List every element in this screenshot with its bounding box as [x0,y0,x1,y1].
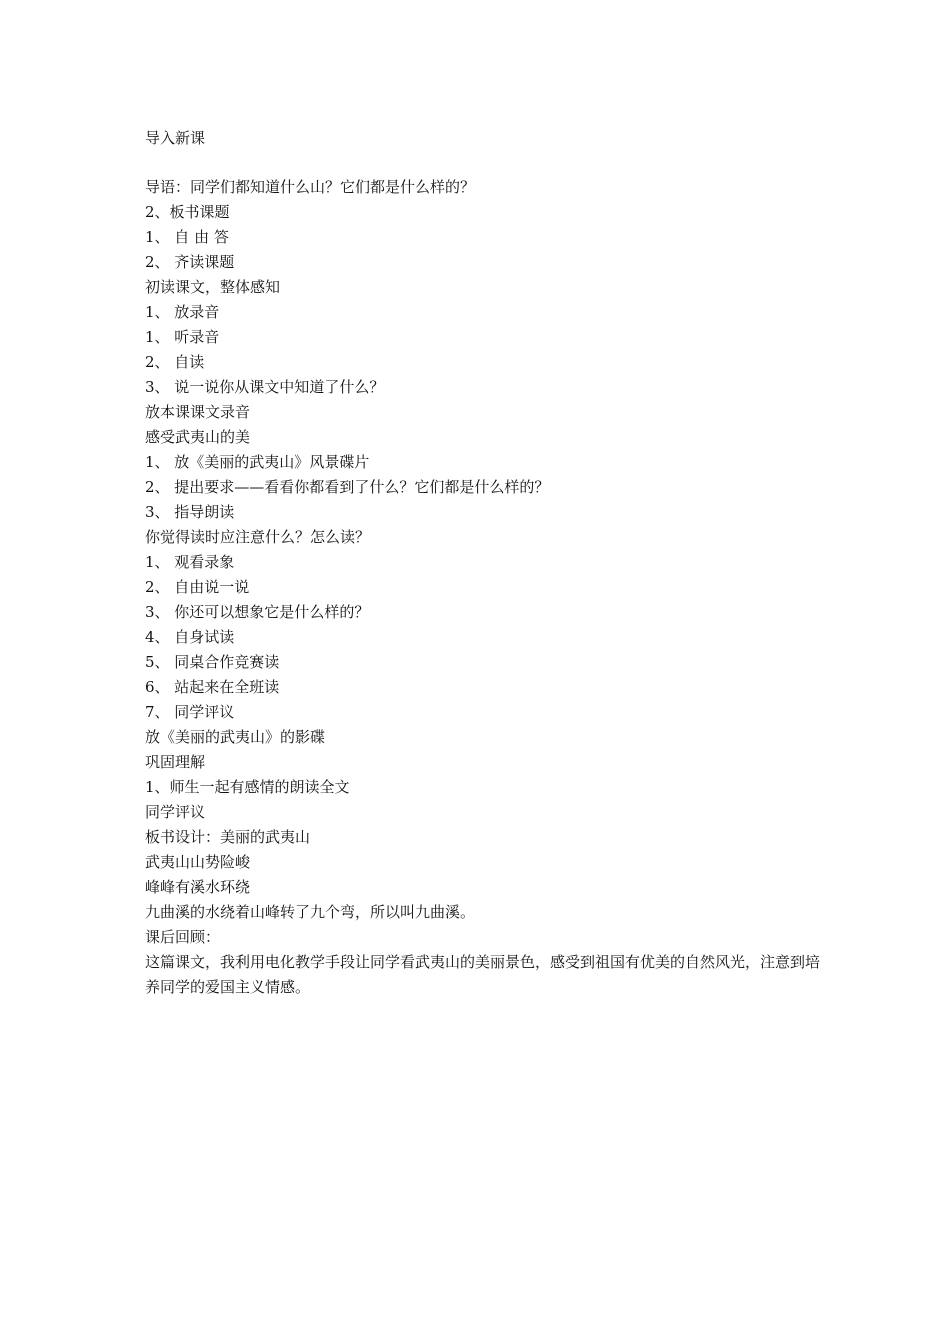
text-line: 放本课课文录音 [145,403,251,421]
text-line: 导语：同学们都知道什么山？它们都是什么样的？ [145,178,476,196]
text-line: 2、 提出要求——看看你都看到了什么？它们都是什么样的？ [145,478,550,496]
text-line: 1、 观看录象 [145,553,235,571]
text-line: 九曲溪的水绕着山峰转了九个弯，所以叫九曲溪。 [145,903,476,921]
text-line: 2、 自由说一说 [145,578,250,596]
text-line: 6、 站起来在全班读 [145,678,280,696]
text-line: 1、 听录音 [145,328,220,346]
text-line: 1、师生一起有感情的朗读全文 [145,778,350,796]
text-line: 1、 放录音 [145,303,220,321]
text-line: 4、 自身试读 [145,628,235,646]
text-line: 3、 你还可以想象它是什么样的？ [145,603,370,621]
text-line: 你觉得读时应注意什么？怎么读？ [145,528,371,546]
text-line: 5、 同桌合作竞赛读 [145,653,280,671]
text-line: 初读课文，整体感知 [145,278,281,296]
text-line: 峰峰有溪水环绕 [145,878,251,896]
text-line: 2、 齐读课题 [145,253,235,271]
text-line: 1、 自 由 答 [145,228,229,246]
text-line: 2、板书课题 [145,203,230,221]
text-line: 放《美丽的武夷山》的影碟 [145,728,326,746]
text-line: 2、 自读 [145,353,205,371]
text-line: 巩固理解 [145,753,206,771]
text-line: 3、 说一说你从课文中知道了什么？ [145,378,385,396]
text-line: 7、 同学评议 [145,703,235,721]
section-heading: 导入新课 [145,129,206,147]
closing-paragraph: 这篇课文，我利用电化教学手段让同学看武夷山的美丽景色，感受到祖国有优美的自然风光，注意到培养同学的爱国主义情感。 [145,953,821,996]
text-line: 1、 放《美丽的武夷山》风景碟片 [145,453,370,471]
text-line: 同学评议 [145,803,206,821]
text-line: 感受武夷山的美 [145,428,251,446]
text-line: 板书设计：美丽的武夷山 [145,828,311,846]
document-body [145,126,845,1000]
text-line: 课后回顾： [145,928,221,946]
text-line: 3、 指导朗读 [145,503,235,521]
text-line: 武夷山山势险峻 [145,853,251,871]
